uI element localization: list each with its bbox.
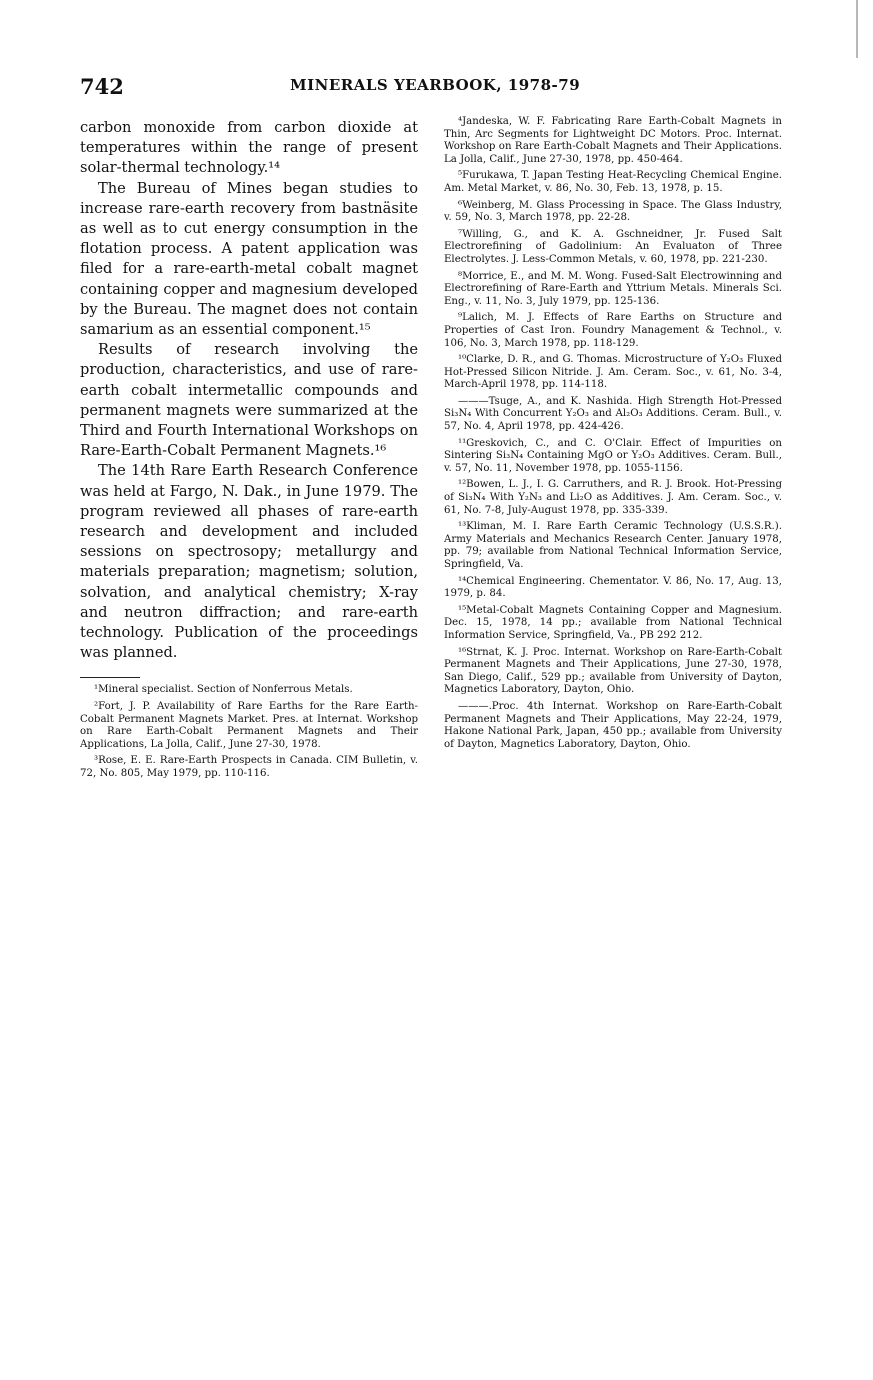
body-paragraph: Results of research involving the production, characteristics, and use of rare-earth cobalt intermetallic compounds and permanent magnets were summarized at the Third and Fourth International Workshops on Rare-Earth-Cobalt Permanent Magnets.¹⁶	[80, 341, 418, 460]
footnote: ¹⁵Metal-Cobalt Magnets Containing Copper and Magnesium. Dec. 15, 1978, 14 pp.; available from National Technical Information Service, Springfield, Va., PB 292 212.	[444, 604, 782, 641]
footnote: ¹⁶Strnat, K. J. Proc. Internat. Workshop on Rare-Earth-Cobalt Permanent Magnets and Their Applications, June 27-30, 1978, San Diego, Calif., 529 pp.; available from University of Dayton, Magnetics Laboratory, Dayton, Ohio.	[444, 646, 782, 696]
footnote: ¹⁴Chemical Engineering. Chementator. V. 86, No. 17, Aug. 13, 1979, p. 84.	[444, 575, 782, 600]
body-paragraph: The 14th Rare Earth Research Conference was held at Fargo, N. Dak., in June 1979. The program reviewed all phases of rare-earth research and development and included sessions on spectrosopy; metallurgy and materials preparation; magnetism; solution, solvation, and analytical chemistry; X-ray and neutron diffraction; and rare-earth technology. Publication of the proceedings was planned.	[80, 462, 418, 662]
footnote: ———Tsuge, A., and K. Nashida. High Strength Hot-Pressed Si₃N₄ With Concurrent Y₂O₃ and Al₂O₃ Additions. Ceram. Bull., v. 57, No. 4, April 1978, pp. 424-426.	[444, 395, 782, 433]
footnote: ¹⁰Clarke, D. R., and G. Thomas. Microstructure of Y₂O₃ Fluxed Hot-Pressed Silicon Nitride. J. Am. Ceram. Soc., v. 61, No. 3-4, March-April 1978, pp. 114-118.	[444, 354, 782, 391]
footnote: ¹¹Greskovich, C., and C. O'Clair. Effect of Impurities on Sintering Si₃N₄ Containing MgO or Y₂O₃ Additives. Ceram. Bull., v. 57, No. 11, November 1978, pp. 1055-1156.	[444, 437, 782, 474]
footnote: ⁸Morrice, E., and M. M. Wong. Fused-Salt Electrowinning and Electrorefining of Rare-Earth and Yttrium Metals. Minerals Sci. Eng., v. 11, No. 3, July 1979, pp. 125-136.	[444, 270, 782, 307]
footnote: ⁵Furukawa, T. Japan Testing Heat-Recycling Chemical Engine. Am. Metal Market, v. 86, No. 30, Feb. 13, 1978, p. 15.	[444, 170, 782, 194]
footnote: ⁹Lalich, M. J. Effects of Rare Earths on Structure and Properties of Cast Iron. Foundry Management & Technol., v. 106, No. 3, March 1978, pp. 118-129.	[444, 312, 782, 349]
footnote: ⁶Weinberg, M. Glass Processing in Space. The Glass Industry, v. 59, No. 3, March 1978, pp. 22-28.	[444, 199, 782, 224]
body-paragraph: carbon monoxide from carbon dioxide at temperatures within the range of present solar-thermal technology.¹⁴	[80, 119, 418, 177]
running-head: MINERALS YEARBOOK, 1978-79	[290, 76, 581, 94]
footnote-rule	[80, 677, 140, 678]
left-column	[80, 118, 418, 785]
right-column	[444, 116, 782, 755]
body-paragraph: The Bureau of Mines began studies to increase rare-earth recovery from bastnäsite as well as to cut energy consumption in the flotation process. A patent application was filed for a rare-earth-metal cobalt magnet containing copper and magnesium developed by the Bureau. The magnet does not contain samarium as an essential component.¹⁵	[80, 179, 418, 339]
footnote: ⁷Willing, G., and K. A. Gschneidner, Jr. Fused Salt Electrorefining of Gadolinium: An Evaluaton of Three Electrolytes. J. Less-Common Metals, v. 60, 1978, pp. 221-230.	[444, 228, 782, 265]
page-edge-mark	[856, 0, 858, 58]
footnote: ¹Mineral specialist. Section of Nonferrous Metals.	[94, 684, 353, 696]
footnote: ³Rose, E. E. Rare-Earth Prospects in Canada. CIM Bulletin, v. 72, No. 805, May 1979, pp. 110-116.	[80, 755, 418, 780]
footnote: ¹²Bowen, L. J., I. G. Carruthers, and R. J. Brook. Hot-Pressing of Si₃N₄ With Y₂N₃ and Li₂O as Additives. J. Am. Ceram. Soc., v. 61, No. 7-8, July-August 1978, pp. 335-339.	[444, 479, 782, 516]
page-number: 742	[80, 74, 124, 99]
footnote: ²Fort, J. P. Availability of Rare Earths for the Rare Earth-Cobalt Permanent Magnets Market. Pres. at Internat. Workshop on Rare Earth-Cobalt Permanent Magnets and Their Applications, La Jolla, Calif., June 27-30, 1978.	[80, 701, 418, 750]
footnote: ⁴Jandeska, W. F. Fabricating Rare Earth-Cobalt Magnets in Thin, Arc Segments for Lightweight DC Motors. Proc. Internat. Workshop on Rare Earth-Cobalt Magnets and Their Applications. La Jolla, Calif., June 27-30, 1978, pp. 450-464.	[444, 116, 782, 165]
footnote: ———.Proc. 4th Internat. Workshop on Rare-Earth-Cobalt Permanent Magnets and Their Applications, May 22-24, 1979, Hakone National Park, Japan, 450 pp.; available from University of Dayton, Magnetics Laboratory, Dayton, Ohio.	[444, 700, 782, 750]
footnote: ¹³Kliman, M. I. Rare Earth Ceramic Technology (U.S.S.R.). Army Materials and Mechanics Research Center. January 1978, pp. 79; available from National Technical Information Service, Springfield, Va.	[444, 521, 782, 570]
